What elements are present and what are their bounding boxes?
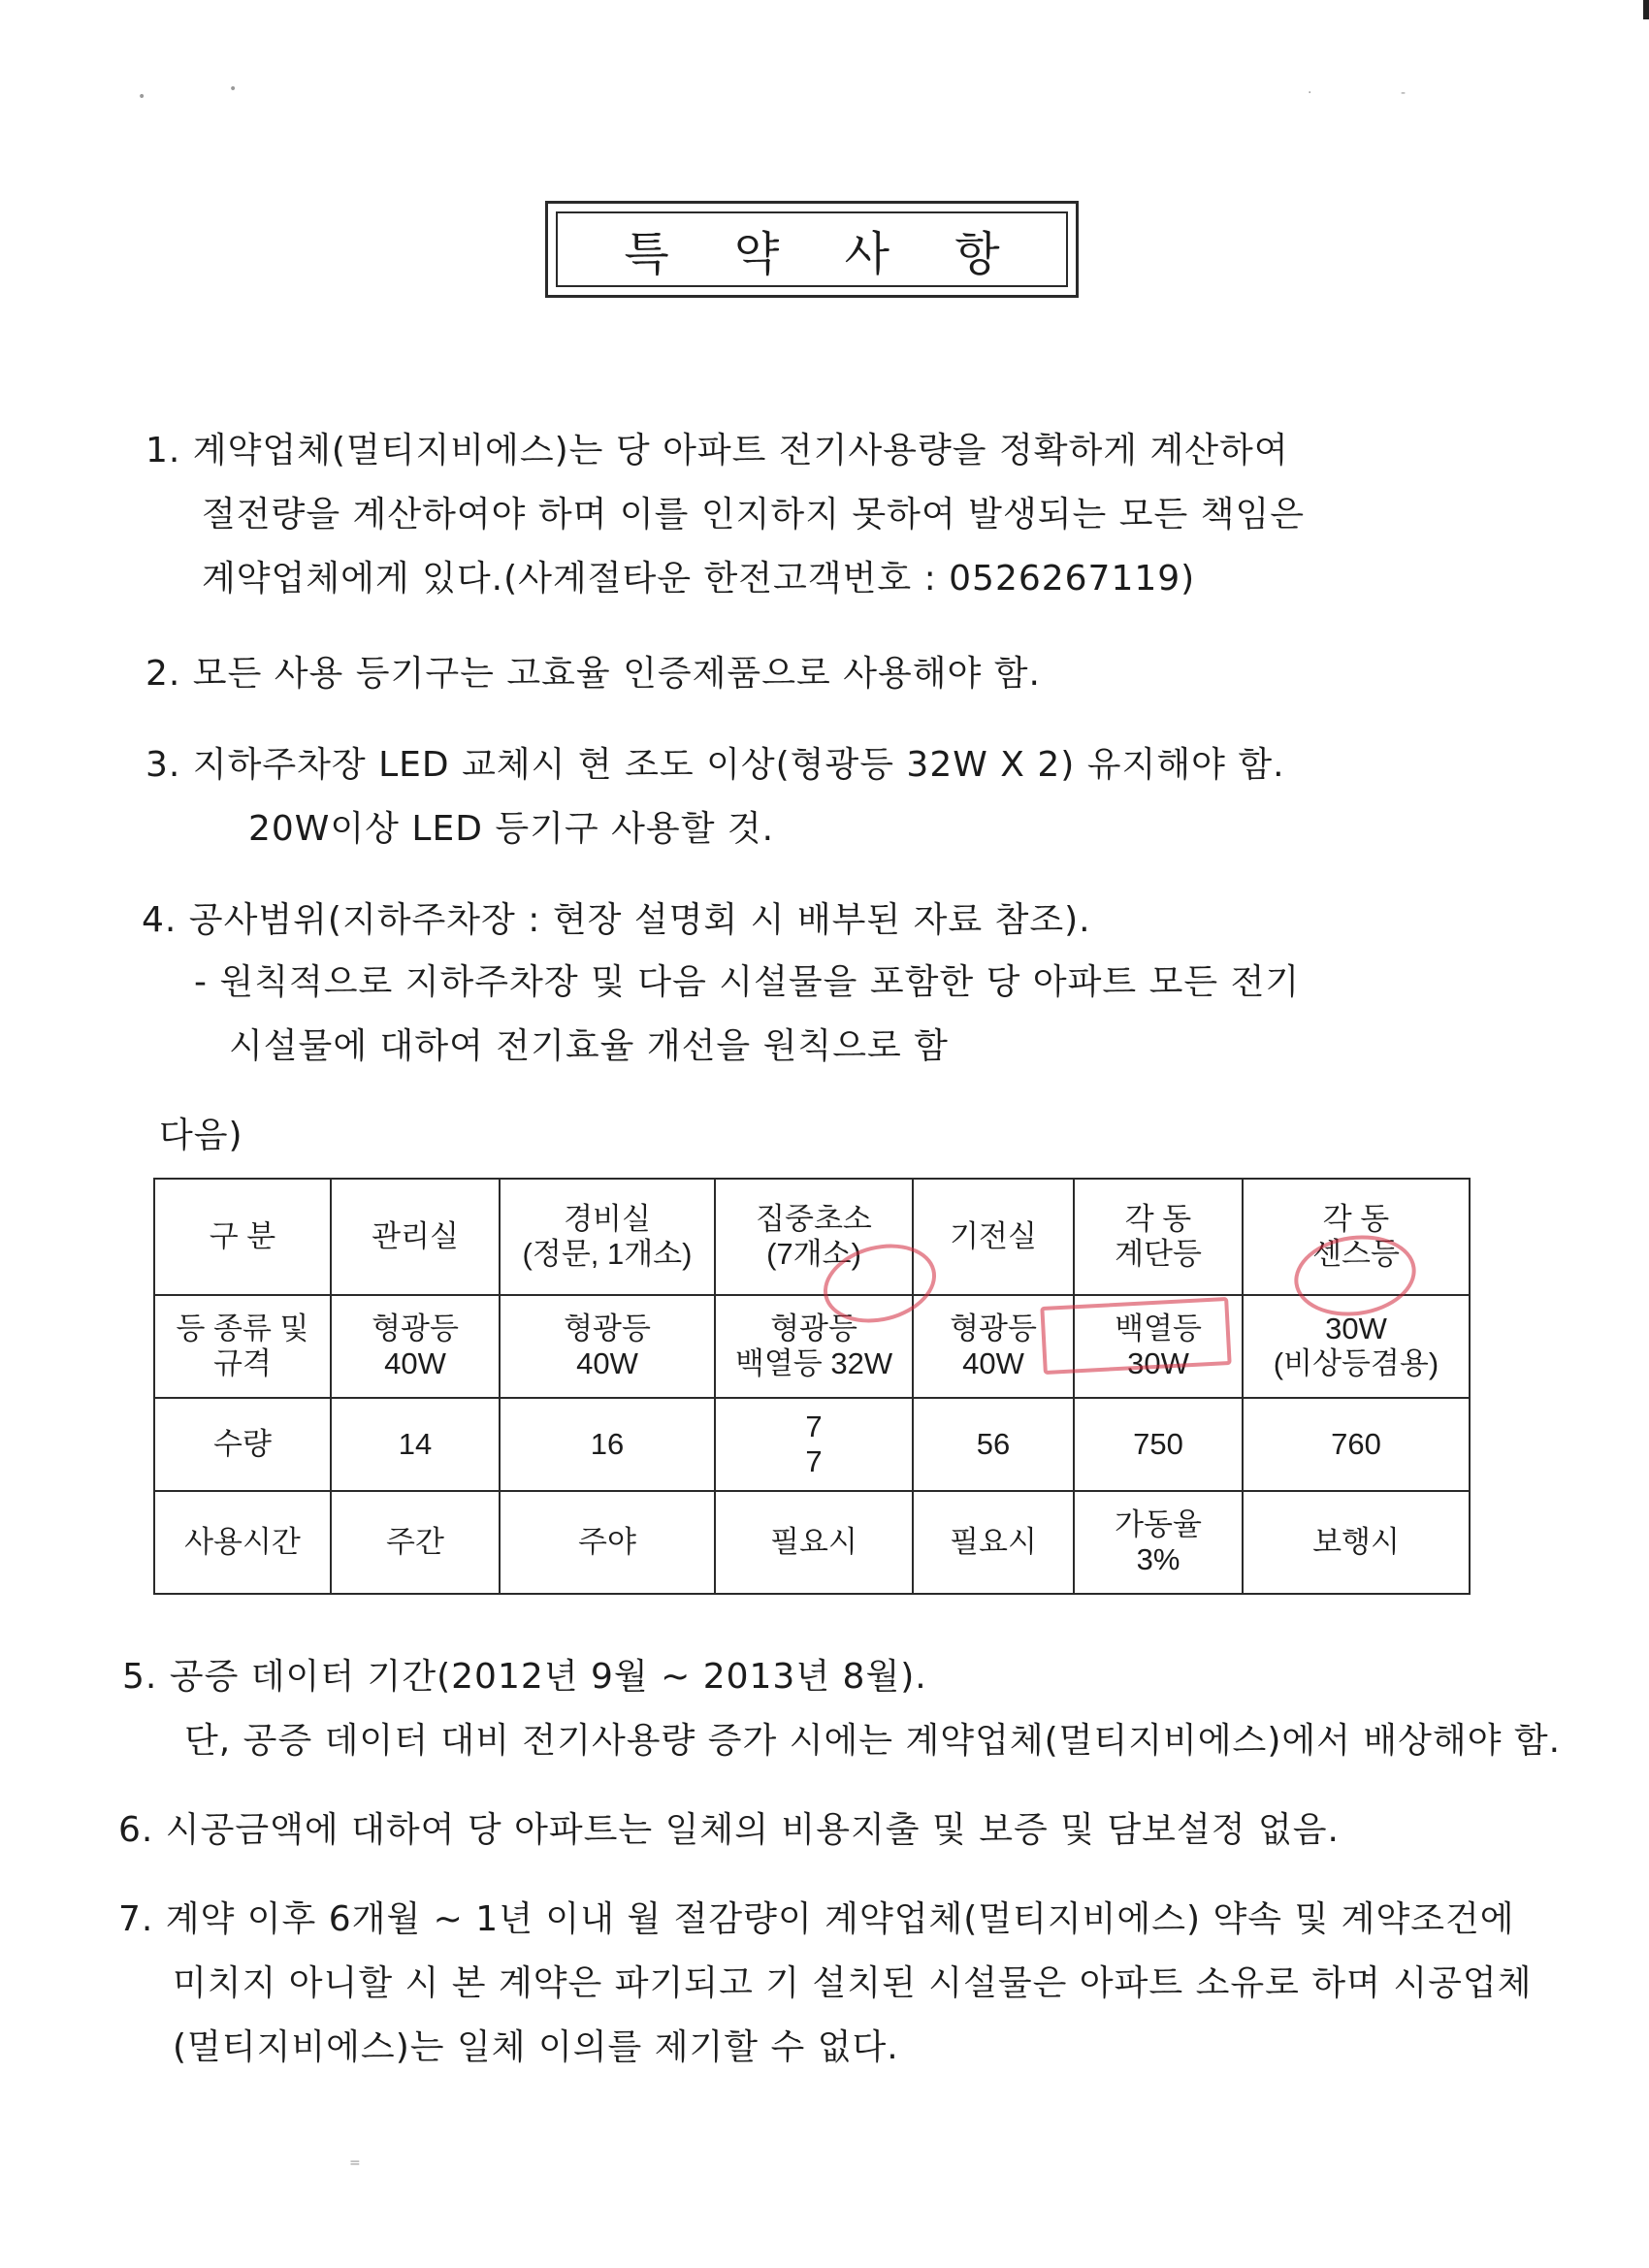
table-row (154, 1398, 1470, 1491)
clause-1-line-3: 계약업체에게 있다.(사계절타운 한전고객번호 : 0526267119) (202, 559, 1196, 599)
table-caption: 다음) (159, 1116, 243, 1155)
table-cell: 필요시 (913, 1491, 1074, 1594)
clause-3-line-1: 3. 지하주차장 LED 교체시 현 조도 이상(형광등 32W X 2) 유지해야 함. (146, 745, 1285, 785)
header-cell: 기전실 (913, 1179, 1074, 1295)
header-cell: 집중초소 (7개소) (715, 1179, 913, 1295)
table-cell: 주야 (500, 1491, 715, 1594)
clause-4-line-1: 4. 공사범위(지하주차장 : 현장 설명회 시 배부된 자료 참조). (142, 900, 1091, 940)
table-cell: 보행시 (1243, 1491, 1470, 1594)
clause-5-line-2: 단, 공증 데이터 대비 전기사용량 증가 시에는 계약업체(멀티지비에스)에서 배상해야 함. (184, 1721, 1562, 1761)
table-cell: 수량 (154, 1398, 331, 1491)
table-cell: 사용시간 (154, 1491, 331, 1594)
table-cell: 형광등 40W (331, 1295, 500, 1398)
table-cell: 750 (1074, 1398, 1243, 1491)
table-cell: 16 (500, 1398, 715, 1491)
table-cell: 형광등 40W (913, 1295, 1074, 1398)
lighting-table (153, 1178, 1471, 1595)
table-cell: 760 (1243, 1398, 1470, 1491)
header-cell: 구 분 (154, 1179, 331, 1295)
table-cell: 필요시 (715, 1491, 913, 1594)
header-cell: 경비실 (정문, 1개소) (500, 1179, 715, 1295)
table-cell: 가동율 3% (1074, 1491, 1243, 1594)
scan-speck: • (138, 89, 146, 105)
header-cell: 각 동 센스등 (1243, 1179, 1470, 1295)
table-cell: 형광등 백열등 32W (715, 1295, 913, 1398)
clause-7-line-3: (멀티지비에스)는 일체 이의를 제기할 수 없다. (173, 2027, 899, 2067)
table-cell: 백열등 30W (1074, 1295, 1243, 1398)
clause-4-line-2: - 원칙적으로 지하주차장 및 다음 시설물을 포함한 당 아파트 모든 전기 (194, 962, 1301, 1002)
rectangular-seal-stamp (1040, 1297, 1231, 1375)
header-cell: 각 동 계단등 (1074, 1179, 1243, 1295)
table-cell: 등 종류 및 규격 (154, 1295, 331, 1398)
scan-speck: • (229, 81, 238, 97)
scan-edge-mark (1643, 0, 1649, 19)
table-row (154, 1491, 1470, 1594)
clause-7-line-1: 7. 계약 이후 6개월 ~ 1년 이내 월 절감량이 계약업체(멀티지비에스) 약속 및 계약조건에 (118, 1899, 1515, 1939)
table-cell: 30W (비상등겸용) (1243, 1295, 1470, 1398)
document-title: 특 약 사 항 (624, 226, 1025, 281)
clause-2: 2. 모든 사용 등기구는 고효율 인증제품으로 사용해야 함. (146, 654, 1041, 694)
clause-6: 6. 시공금액에 대하여 당 아파트는 일체의 비용지출 및 보증 및 담보설정 없음. (118, 1810, 1340, 1850)
clause-3-line-2: 20W이상 LED 등기구 사용할 것. (248, 809, 775, 849)
scan-speck: = (349, 2155, 361, 2171)
table-cell: 형광등 40W (500, 1295, 715, 1398)
scan-speck: · (1308, 85, 1312, 101)
header-cell: 관리실 (331, 1179, 500, 1295)
table-row (154, 1295, 1470, 1398)
clause-1-line-1: 1. 계약업체(멀티지비에스)는 당 아파트 전기사용량을 정확하게 계산하여 (146, 431, 1289, 470)
title-box (545, 201, 1079, 298)
table-cell: 주간 (331, 1491, 500, 1594)
table-header-row (154, 1179, 1470, 1295)
clause-4-line-3: 시설물에 대하여 전기효율 개선을 원칙으로 함 (229, 1026, 949, 1066)
scan-speck: - (1401, 85, 1406, 101)
table-cell: 7 7 (715, 1398, 913, 1491)
table-cell: 14 (331, 1398, 500, 1491)
clause-5-line-1: 5. 공증 데이터 기간(2012년 9월 ~ 2013년 8월). (122, 1657, 927, 1697)
clause-7-line-2: 미치지 아니할 시 본 계약은 파기되고 기 설치된 시설물은 아파트 소유로 하며 시공업체 (173, 1963, 1533, 2003)
clause-1-line-2: 절전량을 계산하여야 하며 이를 인지하지 못하여 발생되는 모든 책임은 (202, 495, 1306, 535)
table-cell: 56 (913, 1398, 1074, 1491)
